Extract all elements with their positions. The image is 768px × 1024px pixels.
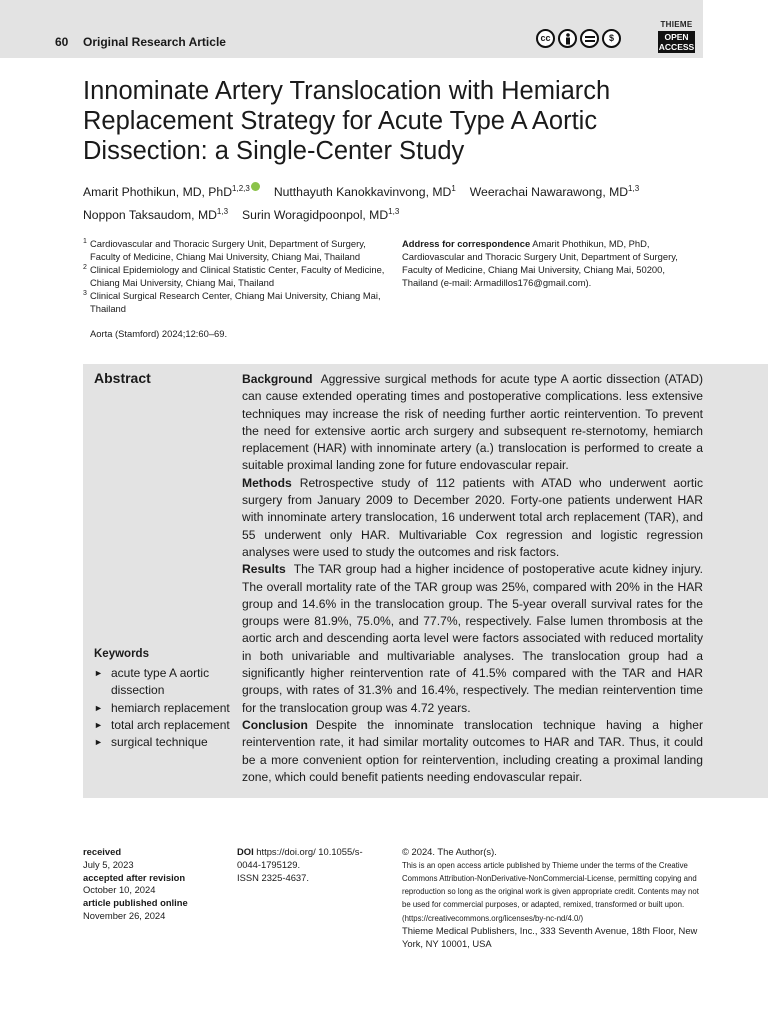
- affiliations: [83, 237, 388, 315]
- published-date: November 26, 2024: [83, 909, 166, 921]
- keyword-item: ► total arch replacement: [94, 717, 234, 734]
- nc-icon: $: [602, 29, 621, 48]
- accepted-date: October 10, 2024: [83, 884, 156, 896]
- abstract-body: [242, 371, 703, 786]
- correspondence-text: Amarit Phothikun, MD, PhD, Cardiovascular and Thoracic Surgery Unit, Department of Surgery, Faculty of Medicine, Chiang Mai University, Chiang Mai, 50200, Thailand (e-mail: Armadillos176@gmail.com).: [402, 238, 678, 288]
- published-label: article published online: [83, 897, 188, 909]
- orcid-icon[interactable]: [251, 182, 260, 191]
- author-name: Nutthayuth Kanokkavinvong, $MD^1$: [273, 184, 456, 200]
- author-name: Weerachai Nawarawong, MD$^{1,3}$: [469, 184, 640, 200]
- nd-icon: [580, 29, 599, 48]
- thieme-open-access-logo: [658, 20, 695, 53]
- issn-label: ISSN: [237, 871, 259, 883]
- correspondence-label: Address for correspondence: [402, 238, 531, 249]
- cc-icon: cc: [536, 29, 555, 48]
- article-type: Original Research Article: [83, 35, 226, 49]
- affiliation-3: 3 Clinical Surgical Research Center, Chiang Mai University, Chiang Mai, Thailand: [83, 290, 381, 314]
- author-name: Surin Woragidpoonpol, MD$^{1,3}$: [242, 207, 400, 223]
- doi-block: [237, 846, 367, 884]
- article-title: Innominate Artery Translocation with Hemiarch Replacement Strategy for Acute Type A Aortic Dissection: a Single-Center Study: [83, 77, 611, 165]
- article-dates: [83, 846, 188, 923]
- copyright: © 2024. The Author(s).: [402, 846, 497, 857]
- received-date: July 5, 2023: [83, 858, 134, 870]
- received-label: received: [83, 846, 122, 857]
- abstract-background: Background Aggressive surgical methods for acute type A aortic dissection (ATAD) can cause extended operating times and postoperative complications. less extensive techniques may increase the risk of needing further aortic reintervention. To prevent the need for extensive aortic arch surgery and subsequent re-sternotomy, hemiarch replacement (HAR) with innominate artery (a.) translocation is performed to create a suitable proximal landing zone for future endovascular repair.: [242, 372, 703, 473]
- abstract-heading: Abstract: [94, 370, 151, 386]
- abstract-results: Results The TAR group had a higher incidence of postoperative acute kidney injury. The overall mortality rate of the TAR group was 25%, compared with 20% in the HAR group and 14.6% in the translocation group. The 5-year overall survival rates for the groups were 81.9%, 75.0%, and 77.7%, respectively. False lumen thrombosis at the aortic arch and descending aorta level were factors associated with reduced mortality in both univariable and multivariable analyses. The translocation group had a significantly higher reintervention rate of 41.5% compared with the TAR and HAR groups, with rates of 31.3% and 16.4%, respectively. The median reintervention time for the translocation group was 4.72 years.: [242, 562, 703, 715]
- affiliation-2: 2 Clinical Epidemiology and Clinical Statistic Center, Faculty of Medicine, Chiang Mai University, Chiang Mai, Thailand: [83, 264, 385, 288]
- open-access-badge: OPEN ACCESS: [658, 32, 695, 52]
- abstract-methods: Methods Retrospective study of 112 patients with ATAD who underwent aortic surgery from January 2009 to December 2020. Forty-one patients underwent HAR with innominate artery translocation, 16 underwent total arch replacement (TAR), and 55 underwent only HAR. Multivariable Cox regression and logistic regression analyses were used to study the outcomes and risk factors.: [242, 475, 703, 559]
- by-icon: [558, 29, 577, 48]
- license-text: This is an open access article published by Thieme under the terms of the Creative Commons Attribution-NonDerivative-NonCommercial-License, permitting copying and reproduction so long as the original work is given appropriate credit. Contents may not be used for commercial purposes, or adapted, remixed, transformed or built upon. (https://creativecommons.org/licenses/by-nc-nd/4.0/): [402, 860, 699, 923]
- keywords-heading: Keywords: [94, 648, 149, 660]
- issn-value: 2325-4637.: [261, 871, 309, 883]
- license-block: [402, 846, 702, 950]
- keyword-item: ► hemiarch replacement: [94, 700, 234, 717]
- author-name: Amarit Phothikun, MD, PhD$^{1,2,3}$: [83, 185, 260, 199]
- page-number: 60: [55, 35, 69, 49]
- doi-link[interactable]: https://doi.org/ 10.1055/s-0044-1795129.: [237, 846, 363, 870]
- correspondence-address: [402, 237, 702, 289]
- publisher-name: THIEME: [660, 20, 693, 29]
- keywords-list: [94, 665, 234, 751]
- author-list: [83, 179, 703, 225]
- journal-citation: Aorta (Stamford) 2024;12:60–69.: [90, 328, 228, 339]
- keyword-item: ► acute type A aortic dissection: [94, 665, 234, 700]
- keyword-item: ► surgical technique: [94, 734, 234, 751]
- affiliation-1: 1 Cardiovascular and Thoracic Surgery Unit, Department of Surgery, Faculty of Medicine, Chiang Mai University, Chiang Mai, Thailand: [83, 238, 366, 262]
- abstract-conclusion: Conclusion Despite the innominate translocation technique having a higher reintervention rate, it had similar mortality outcomes to HAR and TAR. Thus, it could be a more convenient option for reintervention, including creating a proximal landing zone, which could benefit patients needing endovascular repair.: [242, 717, 703, 784]
- author-name: Noppon Taksaudom, MD$^{1,3}$: [83, 207, 229, 223]
- accepted-label: accepted after revision: [83, 871, 186, 883]
- license-icons: [536, 29, 621, 51]
- doi-label: DOI: [237, 846, 254, 857]
- publisher-address: Thieme Medical Publishers, Inc., 333 Seventh Avenue, 18th Floor, New York, NY 10001, USA: [402, 924, 698, 949]
